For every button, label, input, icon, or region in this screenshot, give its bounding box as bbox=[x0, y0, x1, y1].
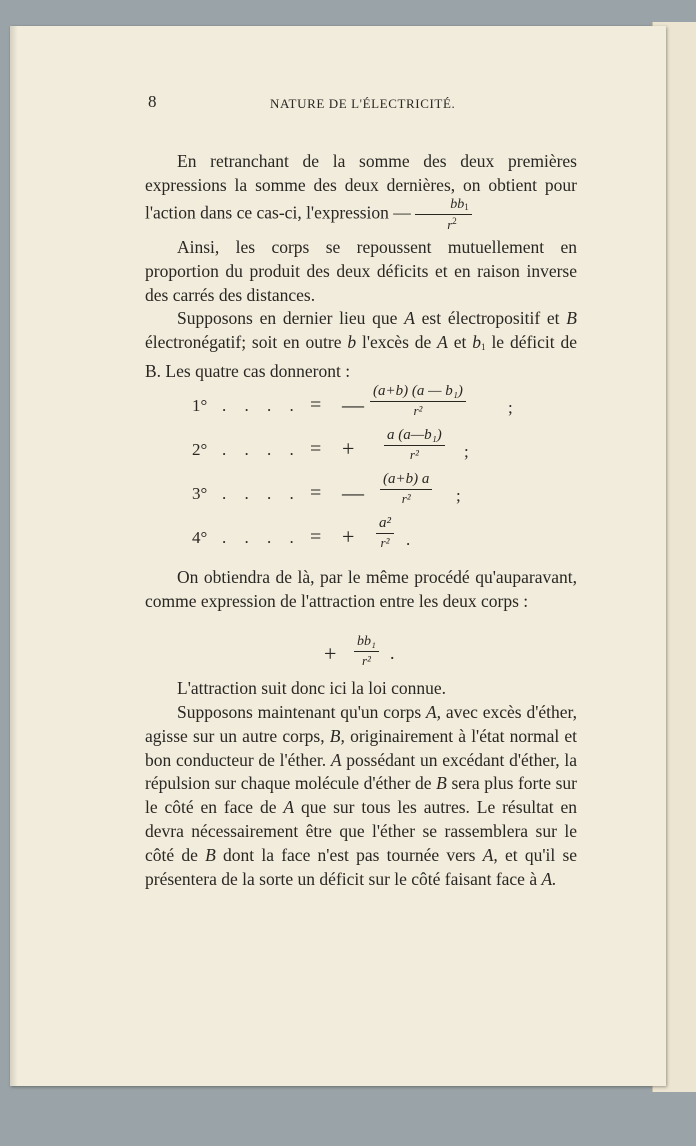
case-4 bbox=[192, 515, 552, 556]
case-dots: . . . . bbox=[222, 484, 301, 503]
p6-h: et qu'il se présentera de la sorte un déficit sur le côté faisant face à bbox=[145, 844, 578, 889]
p6-var-A2: A bbox=[330, 749, 342, 770]
case-den: r² bbox=[380, 535, 390, 550]
frac-den: r bbox=[447, 216, 453, 232]
frac-num-sub: 1 bbox=[464, 201, 469, 212]
case-equals: = bbox=[310, 394, 322, 416]
case-equals: = bbox=[310, 438, 322, 460]
case-sign: + bbox=[342, 436, 355, 461]
paragraph-1-text: En retranchant de la somme des deux premières expressions la somme des deux dernières, on obtient pour l'action dans ce cas-ci, l'expression — bbox=[145, 151, 577, 223]
p3-a: Supposons en dernier lieu que bbox=[177, 308, 398, 328]
case-fraction bbox=[376, 516, 394, 549]
case-num: a² bbox=[376, 516, 394, 534]
p6-var-B3: B bbox=[205, 844, 216, 865]
paragraph-1 bbox=[145, 150, 577, 231]
expr-tail: . bbox=[390, 643, 395, 663]
fraction-bb1-over-r2 bbox=[415, 198, 472, 231]
paragraph-4: On obtiendra de là, par le même procédé qu'auparavant, comme expression de l'attraction entre les deux corps : bbox=[145, 567, 577, 611]
case-num: (a+b) a bbox=[380, 472, 432, 490]
p6-var-B1: B, bbox=[329, 725, 345, 746]
case-equals: = bbox=[310, 526, 322, 548]
case-num: a (a—b₁) bbox=[384, 428, 445, 446]
p3-var-b1 bbox=[472, 332, 485, 352]
paragraph-6 bbox=[145, 701, 577, 891]
paragraph-2: Ainsi, les corps se repoussent mutuellement en proportion du produit des deux déficits et en raison inverse des carrés des distances. bbox=[145, 237, 577, 305]
expr-num: bb₁ bbox=[354, 635, 379, 652]
p3-b1-sub: 1 bbox=[481, 341, 486, 352]
case-2 bbox=[192, 427, 552, 468]
paragraph-3 bbox=[145, 307, 577, 383]
case-1 bbox=[192, 383, 552, 424]
case-dots: . . . . bbox=[222, 440, 301, 459]
case-tail: . bbox=[406, 530, 411, 549]
case-label: 3° bbox=[192, 484, 208, 503]
case-fraction bbox=[370, 384, 466, 417]
p6-var-A1: A, bbox=[425, 702, 442, 722]
case-equals: = bbox=[310, 482, 322, 504]
case-dots: . . . . bbox=[222, 396, 301, 415]
p6-var-A4: A, bbox=[482, 844, 498, 865]
page-gutter-shadow bbox=[10, 26, 18, 1086]
frac-den-sup: 2 bbox=[452, 215, 457, 226]
expr-fraction bbox=[354, 635, 379, 667]
p6-f: que sur tous les autres. Le résultat en devra nécessairement être que l'éther se rassemblera sur le côté de bbox=[145, 797, 578, 865]
p3-var-B: B bbox=[566, 308, 577, 328]
expr-sign: + bbox=[324, 641, 337, 666]
p3-var-A2: A bbox=[437, 331, 448, 352]
case-den: r² bbox=[401, 491, 411, 506]
p6-c: originairement à l'état normal et bon conducteur de l'éther. bbox=[145, 725, 578, 770]
case-sign: — bbox=[342, 480, 364, 505]
p6-g: dont la face n'est pas tournée vers bbox=[223, 844, 476, 865]
p6-e: sera plus forte sur le côté en face de bbox=[145, 773, 577, 818]
p6-b: avec excès d'éther, agisse sur un autre corps, bbox=[145, 702, 577, 746]
p3-e: et bbox=[453, 331, 467, 352]
case-fraction bbox=[384, 428, 445, 461]
case-dots: . . . . bbox=[222, 528, 301, 547]
case-label: 4° bbox=[192, 528, 208, 547]
p3-c: électronégatif; soit en outre bbox=[145, 331, 342, 352]
case-tail: ; bbox=[508, 398, 513, 417]
case-sign: + bbox=[342, 524, 355, 549]
p3-d: l'excès de bbox=[362, 331, 432, 352]
p3-b1-base: b bbox=[472, 331, 482, 352]
p3-var-b: b bbox=[347, 331, 357, 352]
case-tail: ; bbox=[456, 486, 461, 505]
case-fraction bbox=[380, 472, 432, 505]
p3-f: le déficit de B. Les quatre cas donneront : bbox=[145, 331, 578, 381]
page-number: 8 bbox=[148, 92, 157, 111]
p6-d: possédant un excédant d'éther, la répulsion sur chaque molécule d'éther de bbox=[145, 749, 578, 794]
p3-b: est électropositif et bbox=[421, 308, 560, 328]
case-tail: ; bbox=[464, 442, 469, 461]
case-sign: — bbox=[342, 392, 364, 417]
case-den: r² bbox=[409, 447, 419, 462]
frac-num: bb bbox=[450, 196, 465, 212]
expr-den: r² bbox=[361, 653, 371, 668]
p6-var-A5: A. bbox=[541, 868, 557, 889]
case-label: 1° bbox=[192, 396, 208, 415]
running-title: NATURE DE L'ÉLECTRICITÉ. bbox=[270, 96, 456, 111]
p6-a: Supposons maintenant qu'un corps bbox=[177, 702, 422, 722]
case-num: (a+b) (a — b₁) bbox=[370, 384, 466, 402]
case-label: 2° bbox=[192, 440, 208, 459]
case-den: r² bbox=[413, 403, 423, 418]
paragraph-5: L'attraction suit donc ici la loi connue. bbox=[177, 678, 446, 698]
p6-var-B2: B bbox=[436, 773, 447, 794]
p3-var-A: A bbox=[404, 308, 415, 328]
case-3 bbox=[192, 471, 552, 512]
p6-var-A3: A bbox=[283, 797, 295, 818]
